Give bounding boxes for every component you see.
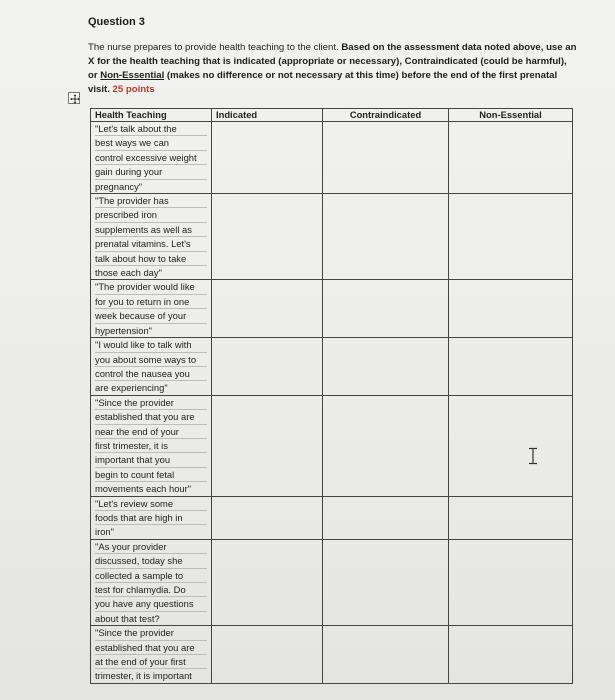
health-teaching-cell [91,395,212,496]
non-essential-answer-cell[interactable] [449,626,573,684]
teaching-text-line: test for chlamydia. Do [95,583,207,597]
non-essential-answer-cell[interactable] [449,194,573,280]
question-title: Question 3 [88,16,145,28]
teaching-text-line: supplements as well as [95,223,207,237]
teaching-text-line: "The provider would like [95,280,207,294]
points-label: 25 points [112,84,155,95]
teaching-text-line: "Since the provider [95,396,207,410]
indicated-answer-cell[interactable] [212,338,323,396]
non-essential-answer-cell[interactable] [449,395,573,496]
table-row [91,626,573,684]
teaching-text-line: control excessive weight [95,151,207,165]
teaching-text-line: "The provider has [95,194,207,208]
health-teaching-table [90,108,573,684]
teaching-text-line: are experiencing" [95,382,168,394]
teaching-text-line: you about some ways to [95,353,207,367]
teaching-text-line: at the end of your first [95,655,207,669]
teaching-text-line: discussed, today she [95,554,207,568]
teaching-text-line: "I would like to talk with [95,338,207,352]
health-teaching-cell [91,539,212,625]
teaching-text-line: "Let's review some [95,497,207,511]
text-cursor-icon [526,447,540,465]
instructions-body: Based on the assessment data noted above, use an X for the health teaching that is indicated (appropriate or necessary), Contraindicated (could be harmful), or [88,42,577,81]
non-essential-answer-cell[interactable] [449,338,573,396]
indicated-answer-cell[interactable] [212,395,323,496]
teaching-text-line: movements each hour" [95,483,192,495]
instructions-end: (makes no difference or not necessary at this time) before the end of the first prenatal visit. [88,70,558,95]
instructions [88,41,578,97]
health-teaching-cell [91,194,212,280]
contraindicated-answer-cell[interactable] [323,338,449,396]
contraindicated-answer-cell[interactable] [323,539,449,625]
table-row [91,539,573,625]
table-row [91,280,573,338]
table-row [91,194,573,280]
contraindicated-answer-cell[interactable] [323,280,449,338]
header-contraindicated: Contraindicated [323,109,449,122]
teaching-text-line: collected a sample to [95,569,207,583]
header-health-teaching: Health Teaching [91,109,212,122]
teaching-text-line: established that you are [95,641,207,655]
teaching-text-line: prescribed iron [95,208,207,222]
teaching-text-line: about that test? [95,612,160,624]
teaching-text-line: for you to return in one [95,295,207,309]
non-essential-answer-cell[interactable] [449,280,573,338]
teaching-text-line: "Let's talk about the [95,122,207,136]
teaching-text-line: trimester, it is important [95,670,192,682]
contraindicated-answer-cell[interactable] [323,496,449,539]
table-header-row [91,109,573,122]
indicated-answer-cell[interactable] [212,496,323,539]
teaching-text-line: those each day" [95,267,162,279]
table-row [91,122,573,194]
non-essential-answer-cell[interactable] [449,122,573,194]
teaching-text-line: pregnancy" [95,180,143,192]
non-essential-answer-cell[interactable] [449,496,573,539]
header-non-essential: Non-Essential [449,109,573,122]
teaching-text-line: hypertension" [95,324,153,336]
teaching-text-line: best ways we can [95,136,207,150]
teaching-text-line: gain during your [95,165,207,179]
teaching-text-line: first trimester, it is [95,439,207,453]
health-teaching-cell [91,626,212,684]
instructions-intro: The nurse prepares to provide health teaching to the client. [88,42,339,53]
health-teaching-cell [91,496,212,539]
teaching-text-line: week because of your [95,309,207,323]
health-teaching-cell [91,338,212,396]
contraindicated-answer-cell[interactable] [323,122,449,194]
teaching-text-line: established that you are [95,410,207,424]
table-move-icon[interactable] [68,92,80,104]
teaching-text-line: prenatal vitamins. Let's [95,237,207,251]
teaching-text-line: foods that are high in [95,511,207,525]
header-indicated: Indicated [212,109,323,122]
teaching-text-line: near the end of your [95,425,207,439]
teaching-text-line: control the nausea you [95,367,207,381]
teaching-text-line: important that you [95,453,207,467]
indicated-answer-cell[interactable] [212,122,323,194]
non-essential-term: Non-Essential [100,70,165,81]
indicated-answer-cell[interactable] [212,539,323,625]
non-essential-answer-cell[interactable] [449,539,573,625]
teaching-text-line: "Since the provider [95,626,207,640]
table-row [91,496,573,539]
teaching-text-line: begin to count fetal [95,468,207,482]
contraindicated-answer-cell[interactable] [323,626,449,684]
contraindicated-answer-cell[interactable] [323,194,449,280]
teaching-text-line: talk about how to take [95,252,207,266]
contraindicated-answer-cell[interactable] [323,395,449,496]
table-row [91,338,573,396]
indicated-answer-cell[interactable] [212,194,323,280]
health-teaching-cell [91,280,212,338]
table-row [91,395,573,496]
indicated-answer-cell[interactable] [212,626,323,684]
teaching-text-line: you have any questions [95,597,207,611]
teaching-text-line: iron" [95,526,114,538]
health-teaching-cell [91,122,212,194]
teaching-text-line: "As your provider [95,540,207,554]
indicated-answer-cell[interactable] [212,280,323,338]
